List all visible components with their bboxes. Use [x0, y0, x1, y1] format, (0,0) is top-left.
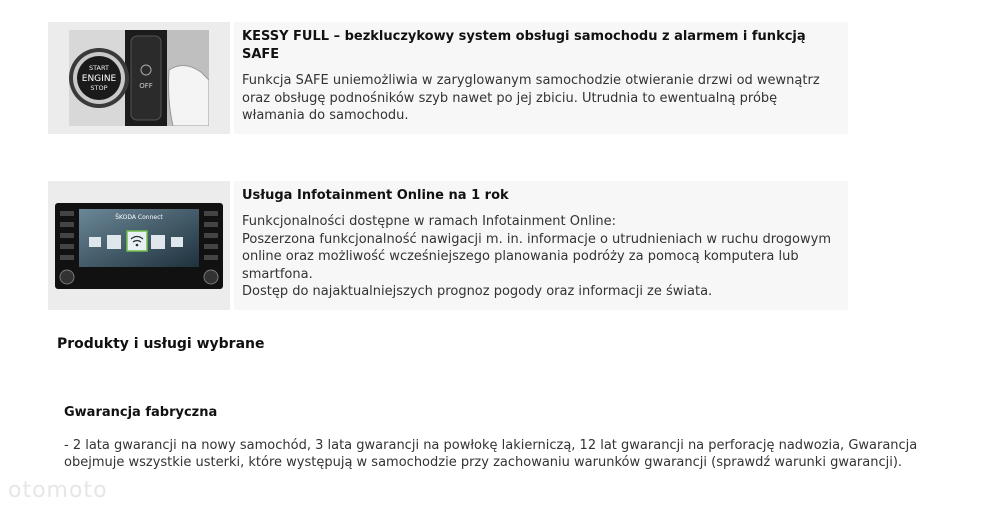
infotainment-screen-image	[55, 203, 223, 289]
screen-title: ŠKODA Connect	[115, 213, 163, 221]
warranty-title: Gwarancja fabryczna	[64, 405, 218, 420]
feature-kessy	[48, 22, 848, 134]
warranty-text: - 2 lata gwarancji na nowy samochód, 3 lata gwarancji na powłokę lakierniczą, 12 lat gwarancji na perforację nadwozia, Gwarancja obejmuje wszystkie usterki, które występują w samochodzie przy zachowaniu warunków gwarancji (sprawdź warunki gwarancji).	[64, 438, 918, 470]
watermark: otomoto	[8, 478, 108, 503]
engine-start-button-image	[69, 30, 209, 126]
start-button-line-1: START	[88, 64, 110, 72]
feature-infotainment-line-2: Poszerzona funkcjonalność nawigacji m. in. informacje o utrudnieniach w ruchu drogowym online oraz możliwość wcześniejszego planowania podróży za pomocą komputera lub smartfona.	[242, 231, 831, 282]
feature-kessy-thumbnail	[48, 22, 234, 134]
off-label: OFF	[139, 82, 153, 90]
start-button-line-2: ENGINE	[81, 74, 117, 84]
feature-infotainment-title: Usługa Infotainment Online na 1 rok	[242, 188, 509, 203]
feature-infotainment-thumbnail	[48, 181, 234, 310]
feature-infotainment-text	[234, 181, 848, 310]
tune-knob-icon	[204, 270, 218, 284]
feature-kessy-title: KESSY FULL – bezkluczykowy system obsługi samochodu z alarmem i funkcją SAFE	[242, 29, 806, 62]
feature-infotainment	[48, 181, 848, 310]
feature-infotainment-line-3: Dostęp do najaktualniejszych prognoz pogody oraz informacji ze świata.	[242, 284, 713, 299]
start-button-line-3: STOP	[90, 84, 108, 92]
section-title: Produkty i usługi wybrane	[57, 336, 265, 352]
volume-knob-icon	[60, 270, 74, 284]
feature-infotainment-line-1: Funkcjonalności dostępne w ramach Infotainment Online:	[242, 214, 617, 229]
feature-kessy-text	[234, 22, 848, 134]
feature-kessy-description: Funkcja SAFE uniemożliwia w zaryglowanym samochodzie otwieranie drzwi od wewnątrz oraz obsługę podnośników szyb nawet po jej zbiciu. Utrudnia to ewentualną próbę włamania do samochodu.	[242, 73, 820, 123]
